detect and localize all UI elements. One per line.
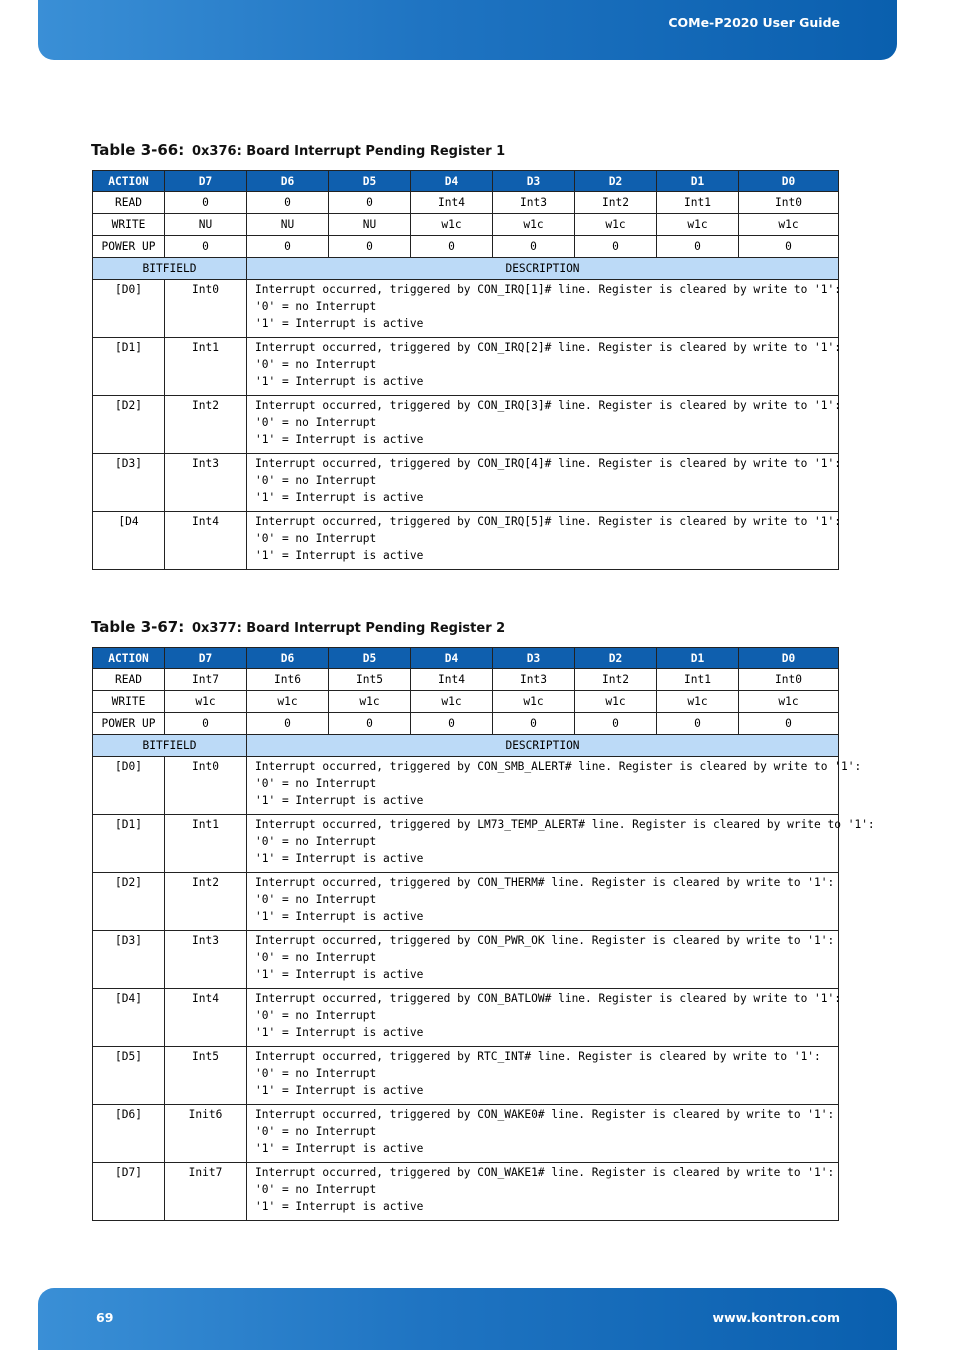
bitfield-heading: BITFIELD xyxy=(93,258,247,280)
description-line: Interrupt occurred, triggered by CON_IRQ[5]# line. Register is cleared by write to '1': xyxy=(255,515,841,528)
description-line: Interrupt occurred, triggered by CON_WAKE0# line. Register is cleared by write to '1': xyxy=(255,1108,835,1121)
bitfield-description xyxy=(247,815,875,873)
bitfield-name: Int4 xyxy=(165,989,247,1047)
bitfield-bit: [D1] xyxy=(93,815,165,873)
table-cell: READ xyxy=(93,192,165,214)
description-line: '1' = Interrupt is active xyxy=(255,549,424,562)
column-header: D3 xyxy=(493,648,575,669)
bitfield-row xyxy=(93,280,839,338)
table-caption xyxy=(91,141,505,159)
bitfield-bit: [D5] xyxy=(93,1047,165,1105)
description-line: '0' = no Interrupt xyxy=(255,951,377,964)
table-cell: w1c xyxy=(657,214,739,236)
description-line: '0' = no Interrupt xyxy=(255,1183,377,1196)
description-line: Interrupt occurred, triggered by CON_IRQ[1]# line. Register is cleared by write to '1': xyxy=(255,283,841,296)
description-line: '1' = Interrupt is active xyxy=(255,1084,424,1097)
description-line: Interrupt occurred, triggered by CON_IRQ[3]# line. Register is cleared by write to '1': xyxy=(255,399,841,412)
bitfield-description xyxy=(247,1163,839,1221)
column-header: D7 xyxy=(165,648,247,669)
table-title: 0x376: Board Interrupt Pending Register 1 xyxy=(192,144,506,159)
bitfield-bit: [D4] xyxy=(93,989,165,1047)
table-cell: 0 xyxy=(575,713,657,735)
column-header: D1 xyxy=(657,648,739,669)
bitfield-name: Init6 xyxy=(165,1105,247,1163)
bitfield-bit: [D1] xyxy=(93,338,165,396)
bitfield-name: Int0 xyxy=(165,757,247,815)
column-header: D4 xyxy=(411,171,493,192)
bitfield-description xyxy=(247,989,839,1047)
description-line: '0' = no Interrupt xyxy=(255,416,377,429)
column-header: D0 xyxy=(739,648,839,669)
document-title: COMe-P2020 User Guide xyxy=(668,15,840,30)
bitfield-row xyxy=(93,931,839,989)
header-banner xyxy=(38,0,897,60)
table-cell: POWER UP xyxy=(93,713,165,735)
description-line: '0' = no Interrupt xyxy=(255,777,377,790)
bitfield-description xyxy=(247,1047,839,1105)
column-header: D2 xyxy=(575,648,657,669)
column-header: D3 xyxy=(493,171,575,192)
bitfield-description xyxy=(247,757,862,815)
table-cell: 0 xyxy=(411,713,493,735)
bitfield-bit: [D7] xyxy=(93,1163,165,1221)
bitfield-name: Int5 xyxy=(165,1047,247,1105)
table-row xyxy=(93,192,839,214)
description-line: '0' = no Interrupt xyxy=(255,1009,377,1022)
bitfield-description xyxy=(247,873,839,931)
description-line: '0' = no Interrupt xyxy=(255,1067,377,1080)
table-cell: WRITE xyxy=(93,214,165,236)
column-header: D5 xyxy=(329,648,411,669)
bitfield-row xyxy=(93,757,839,815)
description-line: '1' = Interrupt is active xyxy=(255,1200,424,1213)
description-line: '1' = Interrupt is active xyxy=(255,375,424,388)
column-header: ACTION xyxy=(93,648,165,669)
table-cell: w1c xyxy=(493,214,575,236)
column-header: D6 xyxy=(247,648,329,669)
description-line: '1' = Interrupt is active xyxy=(255,794,424,807)
description-line: Interrupt occurred, triggered by CON_WAKE1# line. Register is cleared by write to '1': xyxy=(255,1166,835,1179)
table-cell: 0 xyxy=(165,713,247,735)
bitfield-row xyxy=(93,1047,839,1105)
bitfield-bit: [D2] xyxy=(93,873,165,931)
description-heading: DESCRIPTION xyxy=(247,258,839,280)
table-cell: 0 xyxy=(411,236,493,258)
bitfield-bit: [D3] xyxy=(93,931,165,989)
description-line: '0' = no Interrupt xyxy=(255,532,377,545)
table-cell: w1c xyxy=(329,691,411,713)
table-row xyxy=(93,691,839,713)
bitfield-description xyxy=(247,1105,839,1163)
description-line: '0' = no Interrupt xyxy=(255,1125,377,1138)
column-header: D5 xyxy=(329,171,411,192)
table-cell: w1c xyxy=(575,214,657,236)
table-cell: 0 xyxy=(329,236,411,258)
description-line: '0' = no Interrupt xyxy=(255,835,377,848)
column-header: ACTION xyxy=(93,171,165,192)
table-cell: Int7 xyxy=(165,669,247,691)
description-line: Interrupt occurred, triggered by CON_IRQ[2]# line. Register is cleared by write to '1': xyxy=(255,341,841,354)
description-line: '1' = Interrupt is active xyxy=(255,317,424,330)
table-caption xyxy=(91,618,505,636)
table-cell: 0 xyxy=(329,192,411,214)
bitfield-description xyxy=(247,280,839,338)
bitfield-bit: [D3] xyxy=(93,454,165,512)
bitfield-name: Init7 xyxy=(165,1163,247,1221)
description-line: Interrupt occurred, triggered by CON_THERM# line. Register is cleared by write to '1': xyxy=(255,876,835,889)
description-line: '1' = Interrupt is active xyxy=(255,1142,424,1155)
table-cell: Int0 xyxy=(739,669,839,691)
table-cell: Int2 xyxy=(575,669,657,691)
table-cell: Int2 xyxy=(575,192,657,214)
description-line: '0' = no Interrupt xyxy=(255,893,377,906)
table-cell: Int4 xyxy=(411,669,493,691)
register-table xyxy=(92,647,875,1221)
table-cell: Int3 xyxy=(493,192,575,214)
table-cell: Int0 xyxy=(739,192,839,214)
bitfield-name: Int2 xyxy=(165,396,247,454)
description-line: '1' = Interrupt is active xyxy=(255,910,424,923)
table-cell: w1c xyxy=(739,691,839,713)
table-cell: 0 xyxy=(247,713,329,735)
bitfield-name: Int1 xyxy=(165,338,247,396)
table-cell: w1c xyxy=(247,691,329,713)
bitfield-row xyxy=(93,1105,839,1163)
bitfield-description xyxy=(247,454,839,512)
table-cell: w1c xyxy=(739,214,839,236)
description-line: Interrupt occurred, triggered by CON_PWR_OK line. Register is cleared by write to '1': xyxy=(255,934,835,947)
table-cell: w1c xyxy=(165,691,247,713)
bitfield-subheader xyxy=(93,735,839,757)
table-cell: Int4 xyxy=(411,192,493,214)
description-line: '1' = Interrupt is active xyxy=(255,491,424,504)
bitfield-description xyxy=(247,396,839,454)
bitfield-name: Int2 xyxy=(165,873,247,931)
table-cell: w1c xyxy=(657,691,739,713)
bitfield-row xyxy=(93,338,839,396)
bitfield-row xyxy=(93,396,839,454)
table-cell: 0 xyxy=(739,713,839,735)
table-cell: Int5 xyxy=(329,669,411,691)
table-cell: w1c xyxy=(493,691,575,713)
table-cell: w1c xyxy=(575,691,657,713)
table-title: 0x377: Board Interrupt Pending Register 2 xyxy=(192,621,506,636)
description-line: '1' = Interrupt is active xyxy=(255,1026,424,1039)
bitfield-bit: [D6] xyxy=(93,1105,165,1163)
table-cell: 0 xyxy=(247,192,329,214)
bitfield-row xyxy=(93,1163,839,1221)
table-cell: 0 xyxy=(657,236,739,258)
table-cell: Int6 xyxy=(247,669,329,691)
bitfield-description xyxy=(247,931,839,989)
bitfield-name: Int3 xyxy=(165,931,247,989)
table-cell: 0 xyxy=(247,236,329,258)
table-row xyxy=(93,214,839,236)
bitfield-row xyxy=(93,815,839,873)
column-header: D4 xyxy=(411,648,493,669)
table-cell: 0 xyxy=(329,713,411,735)
bitfield-bit: [D0] xyxy=(93,757,165,815)
table-cell: Int1 xyxy=(657,669,739,691)
table-row xyxy=(93,713,839,735)
column-header: D1 xyxy=(657,171,739,192)
register-table xyxy=(92,170,839,570)
table-cell: 0 xyxy=(493,713,575,735)
bitfield-bit: [D0] xyxy=(93,280,165,338)
description-line: Interrupt occurred, triggered by CON_IRQ[4]# line. Register is cleared by write to '1': xyxy=(255,457,841,470)
description-heading: DESCRIPTION xyxy=(247,735,839,757)
table-cell: 0 xyxy=(165,236,247,258)
bitfield-row xyxy=(93,873,839,931)
table-cell: NU xyxy=(329,214,411,236)
bitfield-row xyxy=(93,989,839,1047)
table-cell: 0 xyxy=(575,236,657,258)
table-cell: 0 xyxy=(657,713,739,735)
bitfield-description xyxy=(247,512,839,570)
bitfield-name: Int4 xyxy=(165,512,247,570)
table-label: Table 3-66: xyxy=(91,141,185,159)
table-cell: POWER UP xyxy=(93,236,165,258)
bitfield-row xyxy=(93,454,839,512)
column-header: D6 xyxy=(247,171,329,192)
page-number: 69 xyxy=(96,1310,114,1325)
bitfield-subheader xyxy=(93,258,839,280)
bitfield-name: Int3 xyxy=(165,454,247,512)
bitfield-row xyxy=(93,512,839,570)
description-line: Interrupt occurred, triggered by CON_SMB_ALERT# line. Register is cleared by write to '1': xyxy=(255,760,862,773)
column-header: D0 xyxy=(739,171,839,192)
description-line: Interrupt occurred, triggered by RTC_INT# line. Register is cleared by write to '1': xyxy=(255,1050,821,1063)
table-cell: 0 xyxy=(493,236,575,258)
bitfield-bit: [D2] xyxy=(93,396,165,454)
table-row xyxy=(93,669,839,691)
bitfield-heading: BITFIELD xyxy=(93,735,247,757)
description-line: Interrupt occurred, triggered by CON_BATLOW# line. Register is cleared by write to '1': xyxy=(255,992,841,1005)
description-line: '0' = no Interrupt xyxy=(255,300,377,313)
table-cell: READ xyxy=(93,669,165,691)
table-cell: WRITE xyxy=(93,691,165,713)
description-line: '1' = Interrupt is active xyxy=(255,852,424,865)
table-cell: 0 xyxy=(165,192,247,214)
description-line: Interrupt occurred, triggered by LM73_TEMP_ALERT# line. Register is cleared by write to '1': xyxy=(255,818,875,831)
table-cell: w1c xyxy=(411,214,493,236)
table-cell: 0 xyxy=(739,236,839,258)
table-label: Table 3-67: xyxy=(91,618,185,636)
website-link[interactable]: www.kontron.com xyxy=(712,1310,840,1325)
table-cell: w1c xyxy=(411,691,493,713)
description-line: '0' = no Interrupt xyxy=(255,358,377,371)
description-line: '1' = Interrupt is active xyxy=(255,968,424,981)
table-cell: Int3 xyxy=(493,669,575,691)
table-cell: NU xyxy=(247,214,329,236)
table-cell: NU xyxy=(165,214,247,236)
bitfield-name: Int1 xyxy=(165,815,247,873)
table-cell: Int1 xyxy=(657,192,739,214)
column-header: D2 xyxy=(575,171,657,192)
bitfield-name: Int0 xyxy=(165,280,247,338)
bitfield-description xyxy=(247,338,839,396)
table-row xyxy=(93,236,839,258)
footer-banner xyxy=(38,1288,897,1350)
column-header: D7 xyxy=(165,171,247,192)
bitfield-bit: [D4 xyxy=(93,512,165,570)
description-line: '1' = Interrupt is active xyxy=(255,433,424,446)
description-line: '0' = no Interrupt xyxy=(255,474,377,487)
